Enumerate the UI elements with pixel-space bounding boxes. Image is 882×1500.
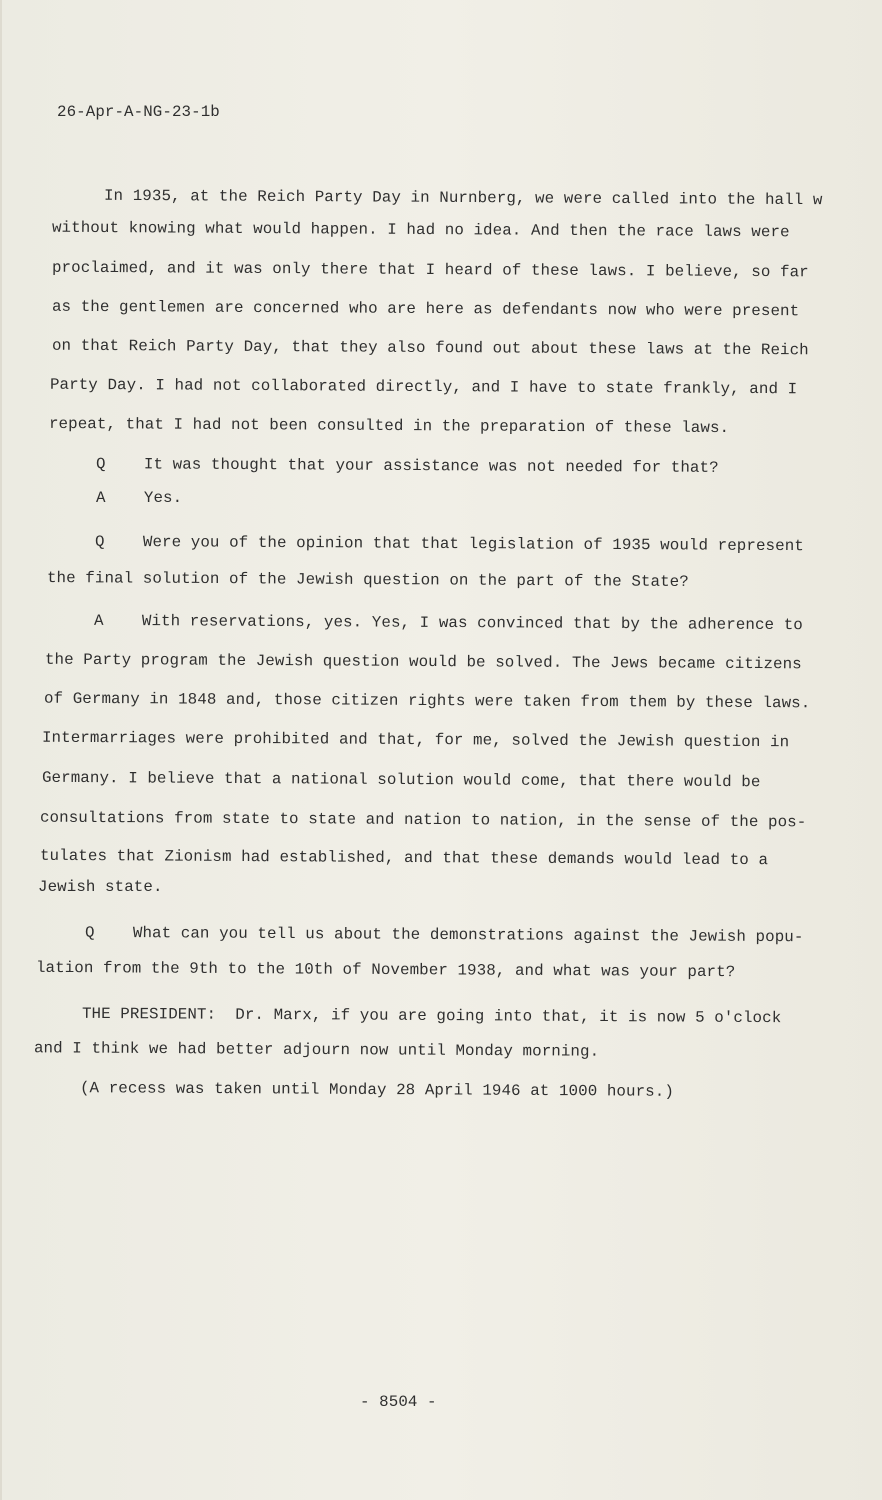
- text-line: consultations from state to state and nation to nation, in the sense of the pos-: [39, 808, 807, 832]
- text-line: of Germany in 1848 and, those citizen rights were taken from them by these laws.: [43, 689, 811, 713]
- page-number: - 8504 -: [360, 1393, 437, 1411]
- text-line: on that Reich Party Day, that they also found out about these laws at the Reich: [51, 336, 809, 360]
- text-line: and I think we had better adjourn now until Monday morning.: [33, 1039, 600, 1061]
- page-edge: [0, 0, 2, 1500]
- question-line: Q It was thought that your assistance was not needed for that?: [95, 455, 719, 477]
- text-line: the Party program the Jewish question would be solved. The Jews became citizens: [44, 650, 802, 674]
- question-line: Q Were you of the opinion that that legislation of 1935 would represent: [94, 532, 804, 556]
- text-line: Party Day. I had not collaborated directly, and I have to state frankly, and I: [49, 375, 798, 399]
- text-line: Germany. I believe that a national solution would come, that there would be: [41, 768, 761, 792]
- answer-line: A Yes.: [96, 489, 183, 507]
- question-line: Q What can you tell us about the demonstrations against the Jewish popu-: [84, 923, 804, 947]
- text-line: without knowing what would happen. I had no idea. And then the race laws were: [51, 218, 790, 242]
- text-line: proclaimed, and it was only there that I heard of these laws. I believe, so far: [51, 258, 809, 282]
- text-line: lation from the 9th to the 10th of November 1938, and what was your part?: [35, 958, 736, 982]
- text-line: Intermarriages were prohibited and that, for me, solved the Jewish question in: [41, 728, 790, 752]
- text-line: the final solution of the Jewish question on the part of the State?: [46, 569, 689, 591]
- text-line: repeat, that I had not been consulted in the preparation of these laws.: [48, 414, 730, 438]
- text-line: In 1935, at the Reich Party Day in Nurnberg, we were called into the hall w: [103, 186, 823, 210]
- text-line: as the gentlemen are concerned who are here as defendants now who were present: [51, 297, 800, 321]
- recess-note: (A recess was taken until Monday 28 April 1946 at 1000 hours.): [79, 1079, 675, 1101]
- president-line: THE PRESIDENT: Dr. Marx, if you are going into that, it is now 5 o'clock: [81, 1004, 782, 1028]
- document-header-id: 26-Apr-A-NG-23-1b: [57, 103, 220, 121]
- text-line: tulates that Zionism had established, and that these demands would lead to a: [39, 846, 769, 870]
- text-line: Jewish state.: [38, 878, 163, 896]
- answer-line: A With reservations, yes. Yes, I was convinced that by the adherence to: [93, 611, 803, 635]
